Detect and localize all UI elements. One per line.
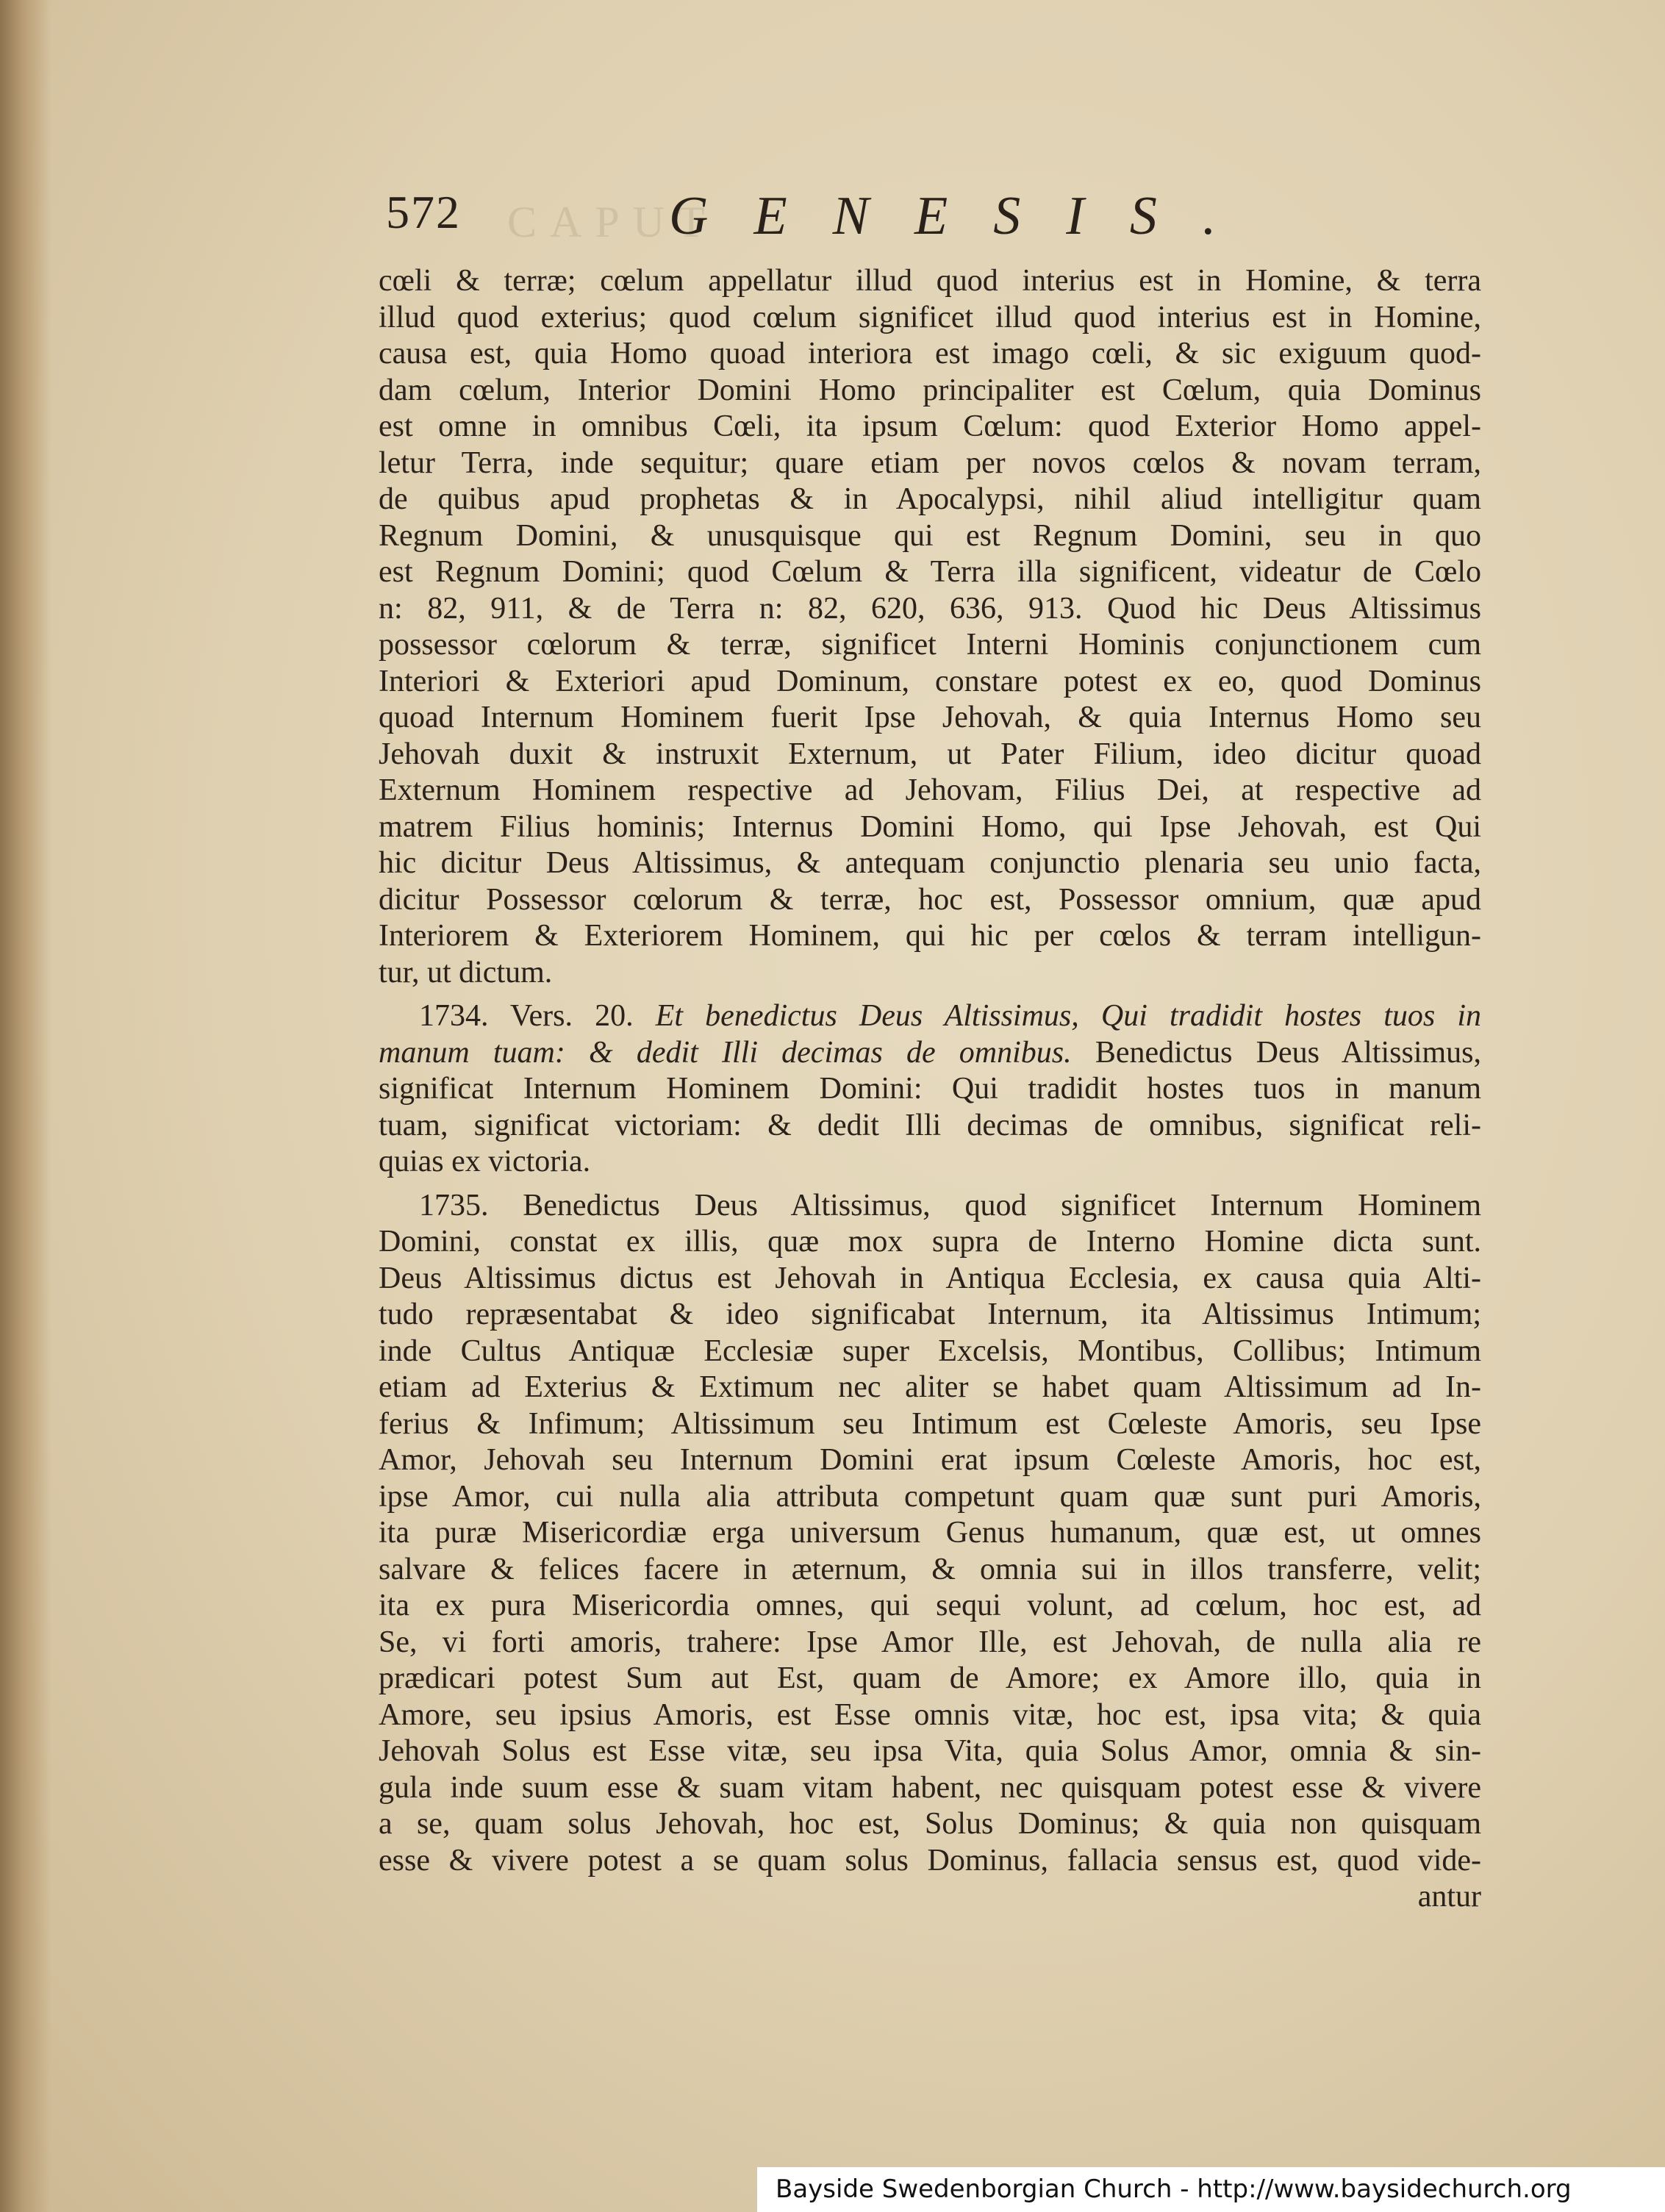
- text-line: possessor cœlorum & terræ, significet Interni Hominis conjunctionem cum: [379, 628, 1481, 662]
- paragraph-continued: [379, 263, 1481, 991]
- text-line: est Regnum Domini; quod Cœlum & Terra illa significent, videatur de Cœlo: [379, 555, 1481, 589]
- verse-reference: 1734. Vers. 20.: [419, 999, 634, 1033]
- text-line: causa est, quia Homo quoad interiora est imago cœli, & sic exiguum quod-: [379, 337, 1481, 371]
- text-line: Jehovah duxit & instruxit Externum, ut Pater Filium, ideo dicitur quoad: [379, 737, 1481, 771]
- text-line: ita ex pura Misericordia omnes, qui sequi volunt, ad cœlum, hoc est, ad: [379, 1589, 1481, 1622]
- scripture-quote: manum tuam: & dedit Illi decimas de omnibus.: [379, 1035, 1072, 1070]
- text-line: Interiorem & Exteriorem Hominem, qui hic per cœlos & terram intelligun-: [379, 919, 1481, 953]
- text-line: tudo repræsentabat & ideo significabat Internum, ita Altissimus Intimum;: [379, 1298, 1481, 1331]
- text-line: letur Terra, inde sequitur; quare etiam per novos cœlos & novam terram,: [379, 445, 1481, 480]
- text-line: cœli & terræ; cœlum appellatur illud quod interius est in Homine, & terra: [379, 264, 1481, 298]
- text-line: matrem Filius hominis; Internus Domini Homo, qui Ipse Jehovah, est Qui: [379, 809, 1481, 844]
- text-line: inde Cultus Antiquæ Ecclesiæ super Excelsis, Montibus, Collibus; Intimum: [379, 1334, 1481, 1368]
- paragraph-1734: [379, 998, 1481, 1181]
- paragraph-1735: [379, 1188, 1481, 1916]
- body-text: [379, 263, 1481, 1916]
- text-line: [379, 1035, 1481, 1072]
- text-line: salvare & felices facere in æternum, & omnia sui in illos transferre, velit;: [379, 1552, 1481, 1586]
- text-line: dam cœlum, Interior Domini Homo principaliter est Cœlum, quia Dominus: [379, 373, 1481, 407]
- text-line: gula inde suum esse & suam vitam habent, nec quisquam potest esse & vivere: [379, 1770, 1481, 1805]
- text-line: ipse Amor, cui nulla alia attributa competunt quam quæ sunt puri Amoris,: [379, 1479, 1481, 1514]
- text-line: Interiori & Exteriori apud Dominum, constare potest ex eo, quod Dominus: [379, 664, 1481, 698]
- text-line: Amore, seu ipsius Amoris, est Esse omnis vitæ, hoc est, ipsa vita; & quia: [379, 1697, 1481, 1732]
- page-number: 572: [386, 186, 461, 238]
- inline-text: Benedictus Deus Altissimus,: [1095, 1035, 1482, 1070]
- bleed-through-text: CAPUT: [507, 198, 718, 246]
- text-line: [379, 998, 1481, 1035]
- text-line: Deus Altissimus dictus est Jehovah in Antiqua Ecclesia, ex causa quia Alti-: [379, 1261, 1481, 1295]
- text-line: 1735. Benedictus Deus Altissimus, quod significet Internum Hominem: [419, 1188, 1481, 1223]
- watermark-text: Bayside Swedenborgian Church - http://www.baysidechurch.org: [776, 2175, 1572, 2204]
- text-line: illud quod exterius; quod cœlum significet illud quod interius est in Homine,: [379, 300, 1481, 334]
- text-line: Jehovah Solus est Esse vitæ, seu ipsa Vita, quia Solus Amor, omnia & sin-: [379, 1734, 1481, 1768]
- text-line: tur, ut dictum.: [379, 955, 553, 989]
- text-line: tuam, significat victoriam: & dedit Illi decimas de omnibus, significat reli-: [379, 1108, 1481, 1142]
- text-line: significat Internum Hominem Domini: Qui tradidit hostes tuos in manum: [379, 1072, 1481, 1106]
- text-line: Amor, Jehovah seu Internum Domini erat ipsum Cœleste Amoris, hoc est,: [379, 1443, 1481, 1477]
- text-line: Regnum Domini, & unusquisque qui est Regnum Domini, seu in quo: [379, 518, 1481, 553]
- text-line: etiam ad Exterius & Extimum nec aliter se habet quam Altissimum ad In-: [379, 1370, 1481, 1404]
- text-line: ferius & Infimum; Altissimum seu Intimum est Cœleste Amoris, seu Ipse: [379, 1406, 1481, 1441]
- text-line: de quibus apud prophetas & in Apocalypsi, nihil aliud intelligitur quam: [379, 482, 1481, 516]
- text-line: est omne in omnibus Cœli, ita ipsum Cœlum: quod Exterior Homo appel-: [379, 409, 1481, 443]
- text-line: Domini, constat ex illis, quæ mox supra de Interno Homine dicta sunt.: [379, 1225, 1481, 1259]
- text-line: quoad Internum Hominem fuerit Ipse Jehovah, & quia Internus Homo seu: [379, 701, 1481, 734]
- page-gutter-shadow: [0, 0, 51, 2212]
- scripture-quote: Et benedictus Deus Altissimus, Qui tradidit hostes tuos in: [655, 999, 1482, 1033]
- text-line: prædicari potest Sum aut Est, quam de Amore; ex Amore illo, quia in: [379, 1661, 1481, 1695]
- catchword: antur: [1417, 1880, 1481, 1914]
- text-line: hic dicitur Deus Altissimus, & antequam conjunctio plenaria seu unio facta,: [379, 846, 1481, 880]
- text-line: dicitur Possessor cœlorum & terræ, hoc est, Possessor omnium, quæ apud: [379, 882, 1481, 917]
- text-line: a se, quam solus Jehovah, hoc est, Solus Dominus; & quia non quisquam: [379, 1807, 1481, 1841]
- text-line: n: 82, 911, & de Terra n: 82, 620, 636, 913. Quod hic Deus Altissimus: [379, 591, 1481, 626]
- page-header: [386, 185, 1489, 251]
- text-line: ita puræ Misericordiæ erga universum Genus humanum, quæ est, ut omnes: [379, 1516, 1481, 1550]
- text-line: quias ex victoria.: [379, 1145, 591, 1178]
- running-head: GENESIS.: [669, 186, 1262, 246]
- text-line: Se, vi forti amoris, trahere: Ipse Amor Ille, est Jehovah, de nulla alia re: [379, 1625, 1481, 1659]
- text-line: Externum Hominem respective ad Jehovam, Filius Dei, at respective ad: [379, 773, 1481, 807]
- text-line: esse & vivere potest a se quam solus Dominus, fallacia sensus est, quod vide-: [379, 1843, 1481, 1878]
